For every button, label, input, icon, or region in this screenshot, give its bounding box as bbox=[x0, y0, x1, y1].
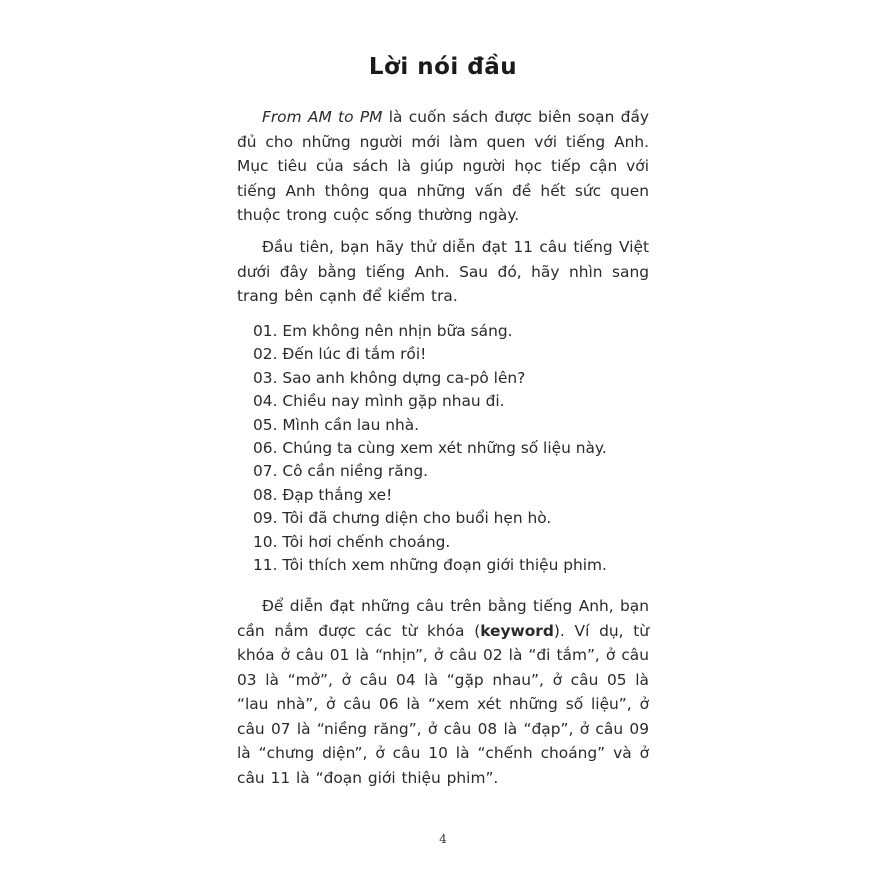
sentence-list bbox=[253, 320, 607, 577]
page-title: Lời nói đầu bbox=[368, 54, 518, 80]
keyword-text-before: Để diễn đạt những câu trên bằng tiếng Anh, bạn cần nắm được các từ khóa ( bbox=[237, 597, 649, 640]
list-item: 10. Tôi hơi chếnh choáng. bbox=[253, 532, 451, 551]
list-item: 04. Chiều nay mình gặp nhau đi. bbox=[253, 392, 505, 411]
intro-paragraph bbox=[237, 105, 649, 228]
instruction-paragraph: Đầu tiên, bạn hãy thử diễn đạt 11 câu tiếng Việt dưới đây bằng tiếng Anh. Sau đó, hãy nhìn sang trang bên cạnh để kiểm tra. bbox=[237, 238, 649, 305]
book-title: From AM to PM bbox=[262, 108, 383, 126]
list-item: 06. Chúng ta cùng xem xét những số liệu này. bbox=[253, 439, 607, 458]
list-item: 07. Cô cần niềng răng. bbox=[253, 462, 429, 481]
keyword-term: keyword bbox=[480, 621, 554, 640]
list-item: 05. Mình cần lau nhà. bbox=[253, 415, 420, 434]
intro-text: là cuốn sách được biên soạn đầy đủ cho những người mới làm quen với tiếng Anh. Mục tiêu của sách là giúp người học tiếp cận với tiếng Anh thông qua những vấn đề hết sức quen thuộc trong cuộc sống thường ngày. bbox=[237, 108, 649, 224]
keyword-paragraph bbox=[237, 594, 649, 790]
list-item: 08. Đạp thắng xe! bbox=[253, 485, 393, 504]
keyword-text-after: ). Ví dụ, từ khóa ở câu 01 là “nhịn”, ở câu 02 là “đi tắm”, ở câu 03 là “mở”, ở câu 04 là “gặp nhau”, ở câu 05 là “lau nhà”, ở câu 06 là “xem xét những số liệu”, ở câu 07 là “niềng răng”, ở câu 08 là “đạp”, ở câu 09 là “chưng diện”, ở câu 10 là “chếnh choáng” và ở câu 11 là “đoạn giới thiệu phim”. bbox=[237, 621, 649, 787]
list-item: 03. Sao anh không dựng ca-pô lên? bbox=[253, 368, 526, 387]
list-item: 01. Em không nên nhịn bữa sáng. bbox=[253, 322, 513, 340]
page-number: 4 bbox=[439, 832, 447, 846]
list-item: 11. Tôi thích xem những đoạn giới thiệu phim. bbox=[253, 556, 607, 575]
list-item: 02. Đến lúc đi tắm rồi! bbox=[253, 345, 427, 364]
list-item: 09. Tôi đã chưng diện cho buổi hẹn hò. bbox=[253, 509, 552, 528]
